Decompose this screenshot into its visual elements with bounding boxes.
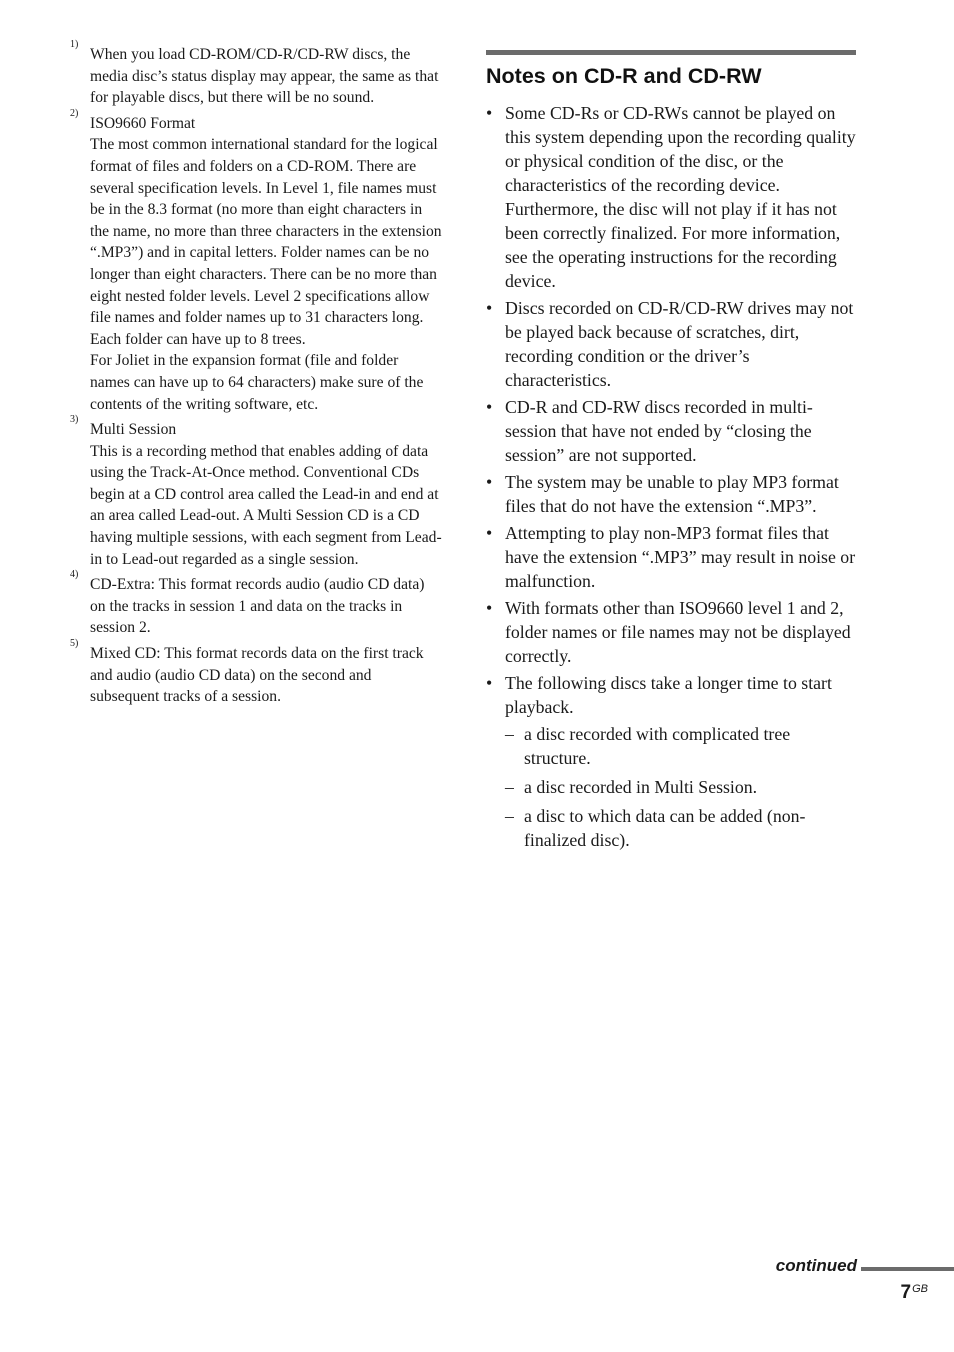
continued-bar [861,1267,954,1271]
footnote-term: Multi Session [90,421,177,439]
dash-icon: – [505,806,514,826]
sub-list-item [505,775,856,799]
sub-list-item-text: a disc recorded in Multi Session. [524,777,758,797]
footnote-2 [70,107,442,415]
list-item [486,101,856,293]
page-language-suffix: GB [912,1282,928,1295]
list-item [486,596,856,668]
footnote-number: 1) [70,39,79,50]
list-item [486,395,856,467]
bullet-icon: • [486,472,493,492]
list-item-text: The system may be unable to play MP3 format files that do not have the extension “.MP3”. [505,472,839,516]
bullet-icon: • [486,103,493,123]
bullet-icon: • [486,673,493,693]
bullet-icon: • [486,397,493,417]
footnote-text: When you load CD-ROM/CD-R/CD-RW discs, the media disc’s status display may appear, the same as that for playable discs, but there will be no sound. [90,46,439,107]
bullet-icon: • [486,598,493,618]
footnote-number: 2) [70,107,79,119]
footnote-text: For Joliet in the expansion format (file and folder names can have up to 64 characters) make sure of the contents of the writing software, etc. [90,352,424,413]
list-item-text: Discs recorded on CD-R/CD-RW drives may not be played back because of scratches, dirt, recording condition or the driver’s characteristics. [505,298,854,390]
footnote-3 [70,414,442,570]
list-item [486,671,856,852]
footnote-4 [70,569,442,639]
footnote-text: The most common international standard for the logical format of files and folders on a CD-ROM. There are several specification levels. In Level 1, file names must be in the 8.3 format (no more than eight characters in the name, no more than three characters in the extension “.MP3”) and in capital letters. Folder names can be no longer than eight characters. There can be no more than eight nested folder levels. Level 2 specifications allow file names and folder names up to 31 characters long. Each folder can have up to 8 trees. [90,136,442,348]
footnote-1 [70,39,442,109]
dash-icon: – [505,724,514,744]
sub-list-item-text: a disc recorded with complicated tree structure. [524,724,791,768]
footnote-5 [70,638,442,708]
footnote-number: 4) [70,569,79,581]
continued-label: continued [775,1256,857,1275]
page-number-value: 7 [900,1282,912,1303]
footnote-text: This is a recording method that enables adding of data using the Track-At-Once method. Conventional CDs begin at a CD control area called the Lead-in and end at an area called Lead-out. A Multi Session CD is a CD having multiple sessions, with each segment from Lead-in to Lead-out regarded as a single session. [90,442,442,568]
footnote-text: CD-Extra: This format records audio (audio CD data) on the tracks in session 1 and data on the tracks in session 2. [90,576,425,637]
section-title: Notes on CD-R and CD-RW [486,64,762,88]
sub-list-item-text: a disc to which data can be added (non-finalized disc). [524,806,806,850]
footnote-term: ISO9660 Format [90,114,196,132]
dash-icon: – [505,777,514,797]
footnote-text: Mixed CD: This format records data on the first track and audio (audio CD data) on the second and subsequent tracks of a session. [90,645,424,706]
list-item-text: The following discs take a longer time to start playback. [505,673,832,717]
list-item [486,296,856,392]
section-rule [486,50,856,55]
bullet-icon: • [486,523,493,543]
list-item-text: Some CD-Rs or CD-RWs cannot be played on this system depending upon the recording quality or physical condition of the disc, or the characteristics of the recording device. Furthermore, the disc will not play if it has not been correctly finalized. For more information, see the operating instructions for the recording device. [505,103,856,291]
footnote-number: 5) [70,638,79,650]
list-item-text: With formats other than ISO9660 level 1 and 2, folder names or file names may not be displayed correctly. [505,598,851,666]
bullet-icon: • [486,298,493,318]
list-item [486,470,856,518]
notes-list [486,101,856,852]
list-item-text: CD-R and CD-RW discs recorded in multi-session that have not ended by “closing the session” are not supported. [505,397,813,465]
footnotes-column [70,39,442,712]
list-item [486,521,856,593]
list-item-text: Attempting to play non-MP3 format files that have the extension “.MP3” may result in noise or malfunction. [505,523,856,591]
page-number [901,1282,928,1304]
sub-list [505,722,856,852]
sub-list-item [505,804,856,852]
sub-list-item [505,722,856,770]
continued-marker [754,1254,954,1278]
footnote-number: 3) [70,414,79,426]
notes-section [486,50,856,857]
